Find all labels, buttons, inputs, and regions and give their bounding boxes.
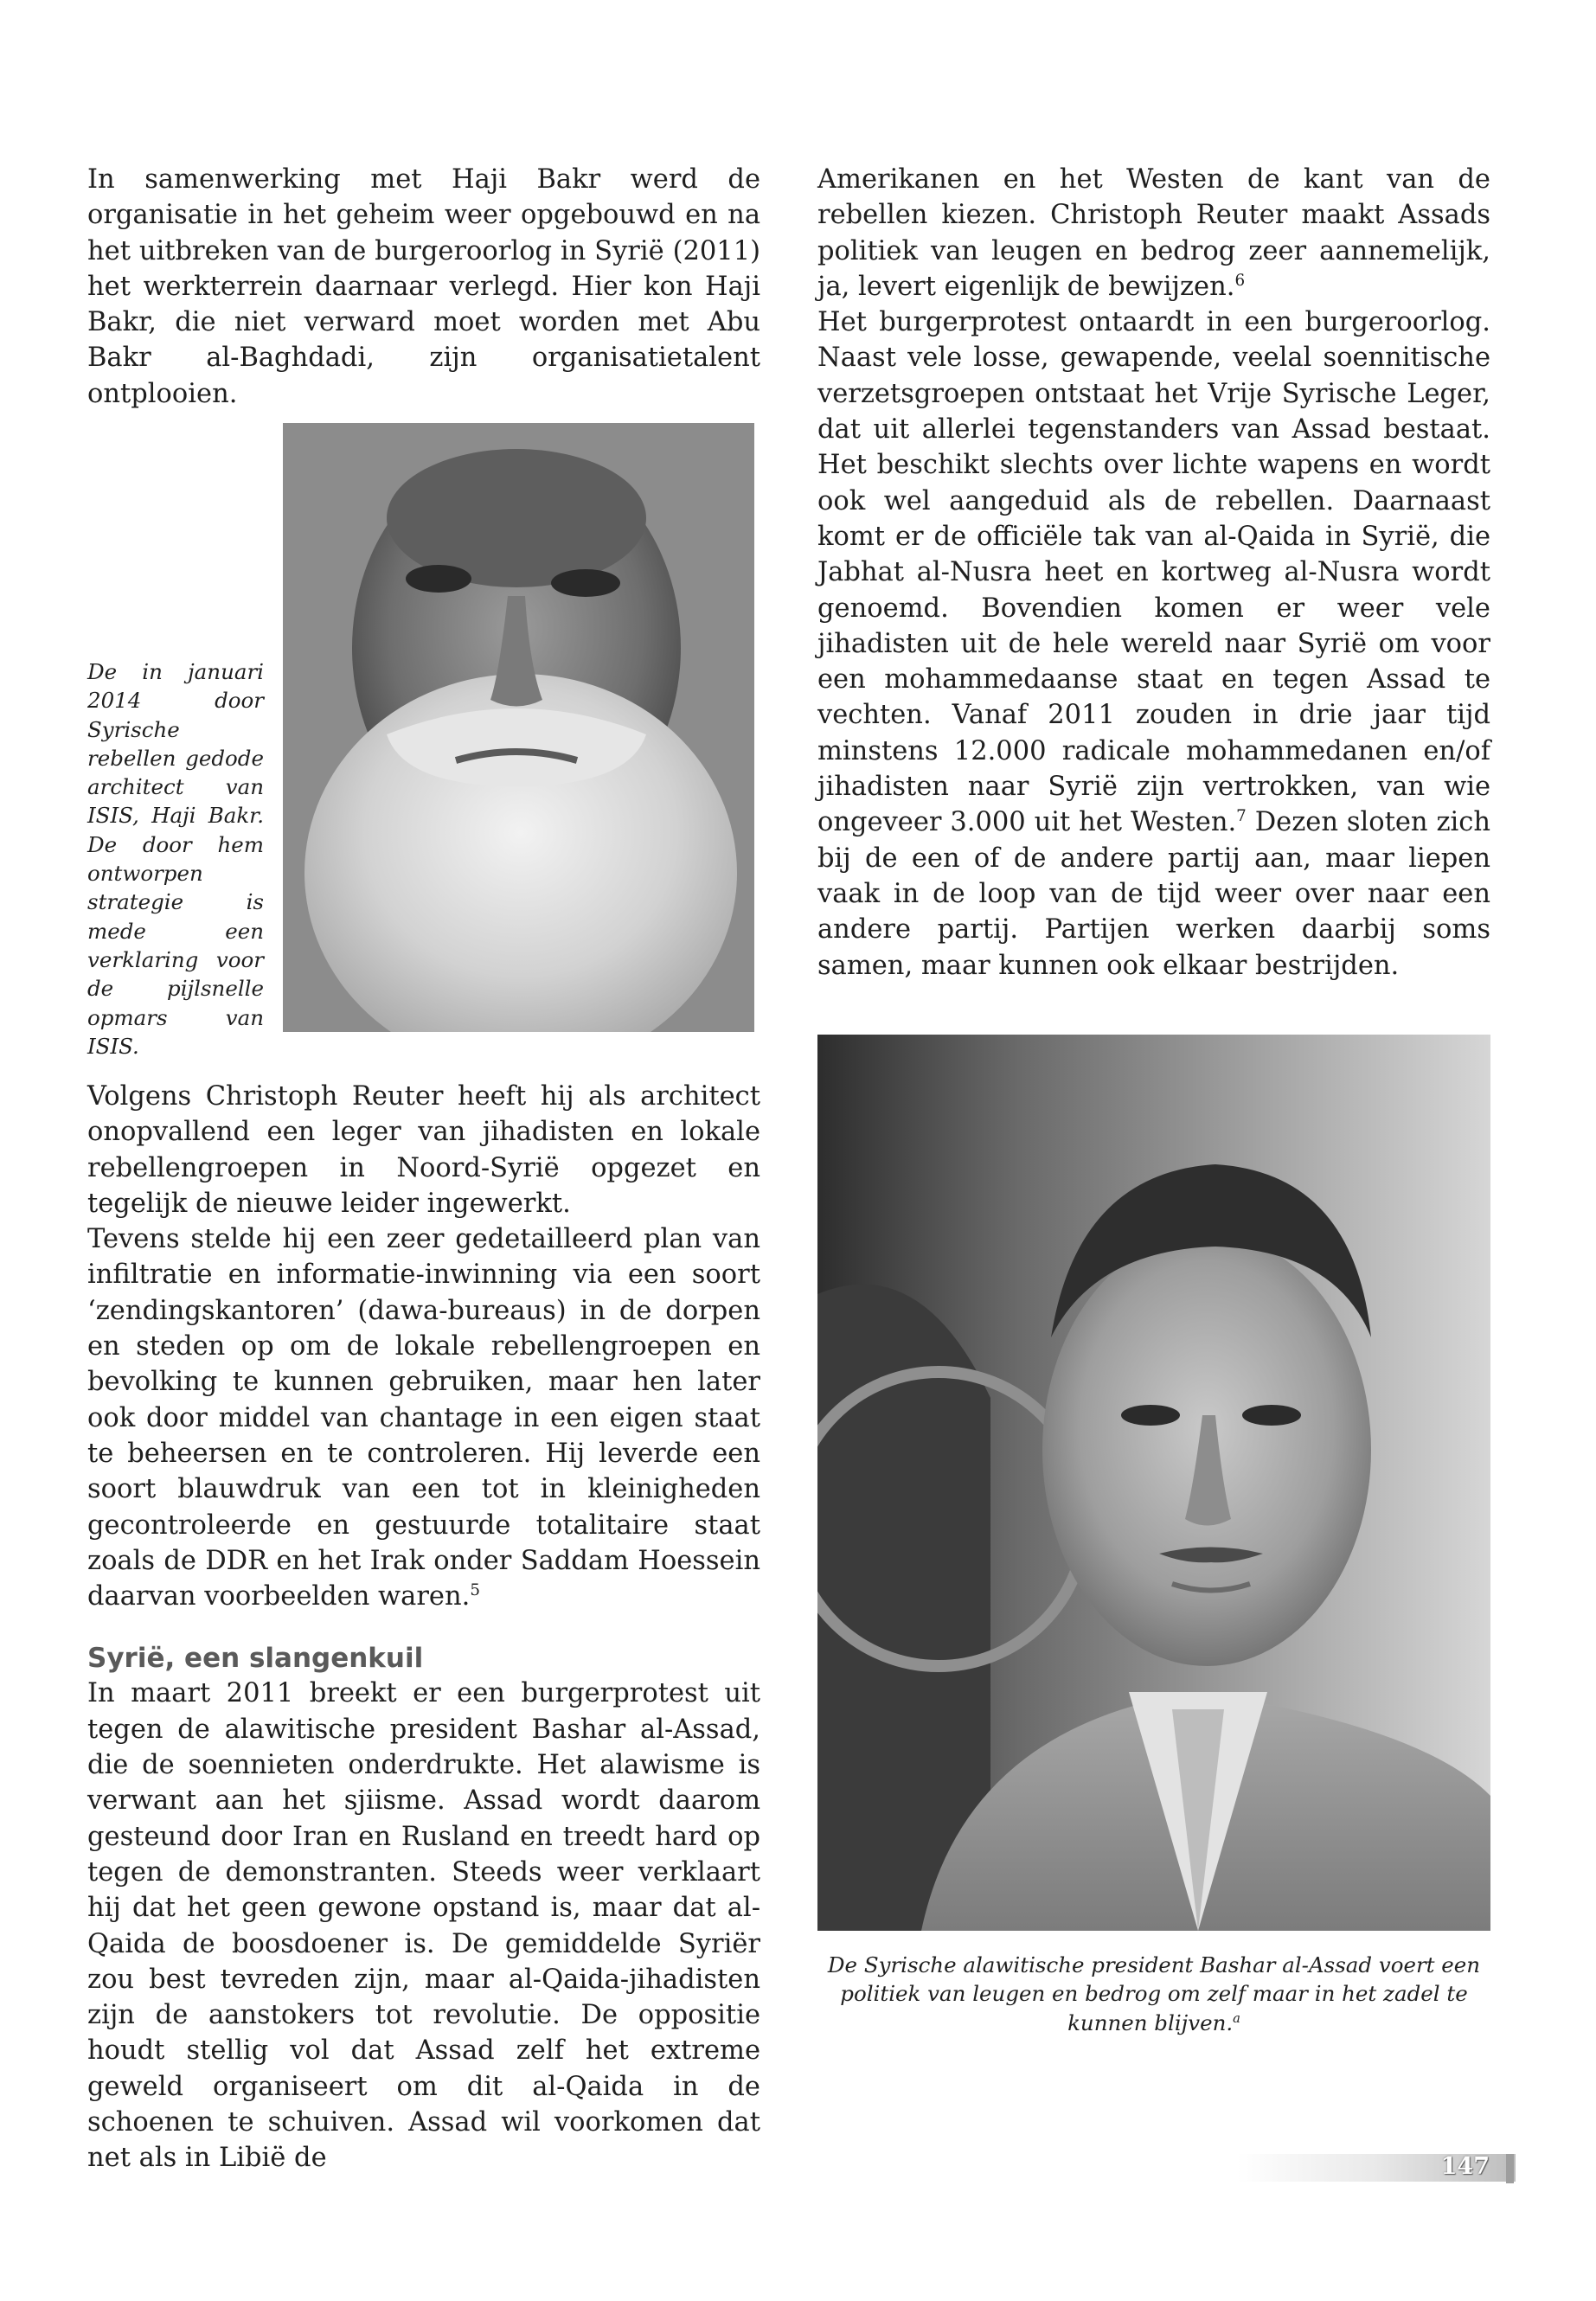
paragraph-organisatie: In samenwerking met Haji Bakr werd de organisatie in het geheim weer opgebouwd en na het uitbreken van de burgeroorlog in Syrië (2011) het werkterrein daarnaar verlegd. Hier kon Haji Bakr, die niet verward moet worden met Abu Bakr al-Baghdadi, zijn organisatietalent ontplooien. (87, 164, 760, 409)
photo-bashar-al-assad-drawing (817, 1035, 1490, 1931)
left-column-top (87, 162, 760, 412)
left-column-bottom (87, 1079, 760, 2176)
photo-caption-assad (817, 1951, 1490, 2037)
footnote-ref-5: 5 (470, 1581, 480, 1599)
paragraph-infiltratie (87, 1221, 760, 1614)
footnote-ref-a: a (1233, 2010, 1240, 2026)
photo-caption-bakr: De in januari 2014 door Syrische rebellen gedode architect van ISIS, Haji Bakr. De door hem ontworpen strategie is mede een verklaring voor de pijlsnelle opmars van ISIS. (87, 659, 264, 1059)
paragraph-amerikanen-text: Amerikanen en het Westen de kant van de rebellen kiezen. Christoph Reuter maakt Assads politiek van leugen en bedrog zeer aannemelijk, ja, levert eigenlijk de bewijzen. (817, 164, 1490, 302)
page-number: 147 (1440, 2153, 1490, 2180)
paragraph-burgeroorlog (817, 304, 1490, 984)
footnote-ref-6: 6 (1234, 271, 1246, 290)
paragraph-amerikanen (817, 162, 1490, 304)
photo-bashar-al-assad (817, 1035, 1490, 1931)
photo-haji-bakr (283, 423, 754, 1032)
page-number-tick (1506, 2154, 1514, 2183)
photo-haji-bakr-drawing (283, 423, 754, 1032)
paragraph-burgeroorlog-text-2: Dezen sloten zich bij de een of de andere partij aan, maar liepen vaak in de loop van de tijd weer over naar een andere partij. Partijen werken daarbij soms samen, maar kunnen ook elkaar bestrijden. (817, 807, 1491, 981)
paragraph-infiltratie-text: Tevens stelde hij een zeer gedetailleerd plan van infiltratie en informatie-inwinning via een soort ‘zendingskantoren’ (dawa-bureaus) in de dorpen en steden op om de lokale rebellengroepen en bevolking te kunnen gebruiken, maar hen later ook door middel van chantage in een eigen staat te beheersen en te controleren. Hij leverde een soort blauwdruk van een tot in kleinigheden gecontroleerde en gestuurde totalitaire staat zoals de DDR en het Irak onder Saddam Hoessein daarvan voorbeelden waren. (87, 1224, 760, 1612)
paragraph-burgerprotest: In maart 2011 breekt er een burgerprotest uit tegen de alawitische president Bashar al-Assad, die de soennieten onderdrukte. Het alawisme is verwant aan het sjiisme. Assad wordt daarom gesteund door Iran en Rusland en treedt hard op tegen de demonstranten. Steeds weer verklaart hij dat het geen gewone opstand is, maar dat al-Qaida de boosdoener is. De gemiddelde Syriër zou best tevreden zijn, maar al-Qaida-jihadisten zijn de aanstokers tot revolutie. De oppositie houdt stellig vol dat Assad zelf het extreme geweld organiseert om dit al-Qaida in de schoenen te schuiven. Assad wil voorkomen dat net als in Libië de (87, 1678, 760, 2174)
photo-caption-assad-text: De Syrische alawitische president Bashar al-Assad voert een politiek van leugen en bedrog om zelf maar in het zadel te kunnen blijven. (827, 1952, 1481, 2035)
section-heading: Syrië, een slangenkuil (87, 1643, 424, 1675)
paragraph-burgeroorlog-text-1: Het burgerprotest ontaardt in een burgeroorlog. Naast vele losse, gewapende, veelal soennitische verzetsgroepen ontstaat het Vrije Syrische Leger, dat uit allerlei tegenstanders van Assad bestaat. Het beschikt slechts over lichte wapens en wordt ook wel aangeduid als de rebellen. Daarnaast komt er de officiële tak van al-Qaida in Syrië, die Jabhat al-Nusra heet en kortweg al-Nusra wordt genoemd. Bovendien komen er weer vele jihadisten uit de hele wereld naar Syrië om voor een mohammedaanse staat en tegen Assad te vechten. Vanaf 2011 zouden in drie jaar tijd minstens 12.000 radicale mohammedanen en/of jihadisten naar Syrië zijn vertrokken, van wie ongeveer 3.000 uit het Westen. (817, 307, 1490, 838)
footnote-ref-7: 7 (1236, 807, 1247, 826)
paragraph-reuter: Volgens Christoph Reuter heeft hij als architect onopvallend een leger van jihadisten en lokale rebellengroepen in Noord-Syrië opgezet en tegelijk de nieuwe leider ingewerkt. (87, 1081, 760, 1219)
right-column-top (817, 162, 1490, 984)
